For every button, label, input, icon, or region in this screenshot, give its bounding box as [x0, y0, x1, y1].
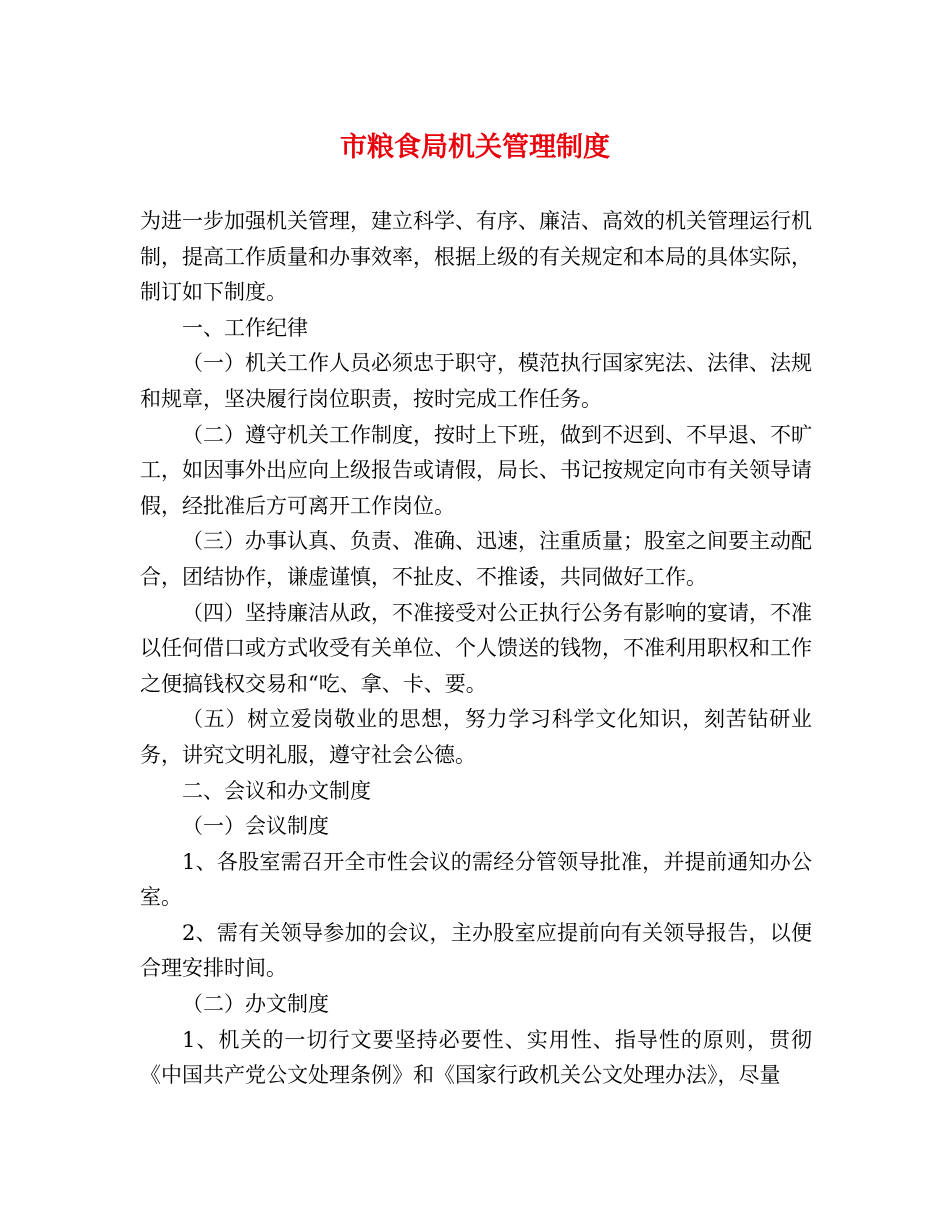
- subheading-document-system: （二）办文制度: [182, 992, 329, 1017]
- paragraph-meeting-1: 1、各股室需召开全市性会议的需经分管领导批准，并提前通知办公室。: [140, 849, 812, 910]
- paragraph-discipline-5: （五）树立爱岗敬业的思想，努力学习科学文化知识，刻苦钻研业务，讲究文明礼服，遵守社会公德。: [140, 707, 812, 767]
- document-body: [140, 204, 812, 1094]
- section-heading-work-discipline: 一、工作纪律: [182, 315, 308, 340]
- intro-paragraph: 为进一步加强机关管理，建立科学、有序、廉洁、高效的机关管理运行机制，提高工作质量和办事效率，根据上级的有关规定和本局的具体实际，制订如下制度。: [140, 209, 812, 305]
- paragraph-meeting-2: 2、需有关领导参加的会议，主办股室应提前向有关领导报告，以便合理安排时间。: [140, 920, 812, 981]
- paragraph-discipline-2: （二）遵守机关工作制度，按时上下班，做到不迟到、不早退、不旷工，如因事外出应向上级报告或请假，局长、书记按规定向市有关领导请假，经批准后方可离开工作岗位。: [140, 422, 812, 518]
- paragraph-document-1: 1、机关的一切行文要坚持必要性、实用性、指导性的原则，贯彻《中国共产党公文处理条例》和《国家行政机关公文处理办法》，尽量: [140, 1027, 812, 1088]
- subheading-meeting-system: （一）会议制度: [182, 814, 329, 839]
- paragraph-discipline-1: （一）机关工作人员必须忠于职守，模范执行国家宪法、法律、法规和规章，坚决履行岗位职责，按时完成工作任务。: [140, 351, 812, 411]
- paragraph-discipline-4: （四）坚持廉洁从政，不准接受对公正执行公务有影响的宴请，不准以任何借口或方式收受有关单位、个人馈送的钱物，不准利用职权和工作之便搞钱权交易和“吃、拿、卡、要。: [140, 600, 812, 696]
- section-heading-meetings-documents: 二、会议和办文制度: [182, 778, 371, 803]
- paragraph-discipline-3: （三）办事认真、负责、准确、迅速，注重质量；股室之间要主动配合，团结协作，谦虚谨慎，不扯皮、不推诿，共同做好工作。: [140, 529, 812, 589]
- document-title: 市粮食局机关管理制度: [340, 132, 610, 163]
